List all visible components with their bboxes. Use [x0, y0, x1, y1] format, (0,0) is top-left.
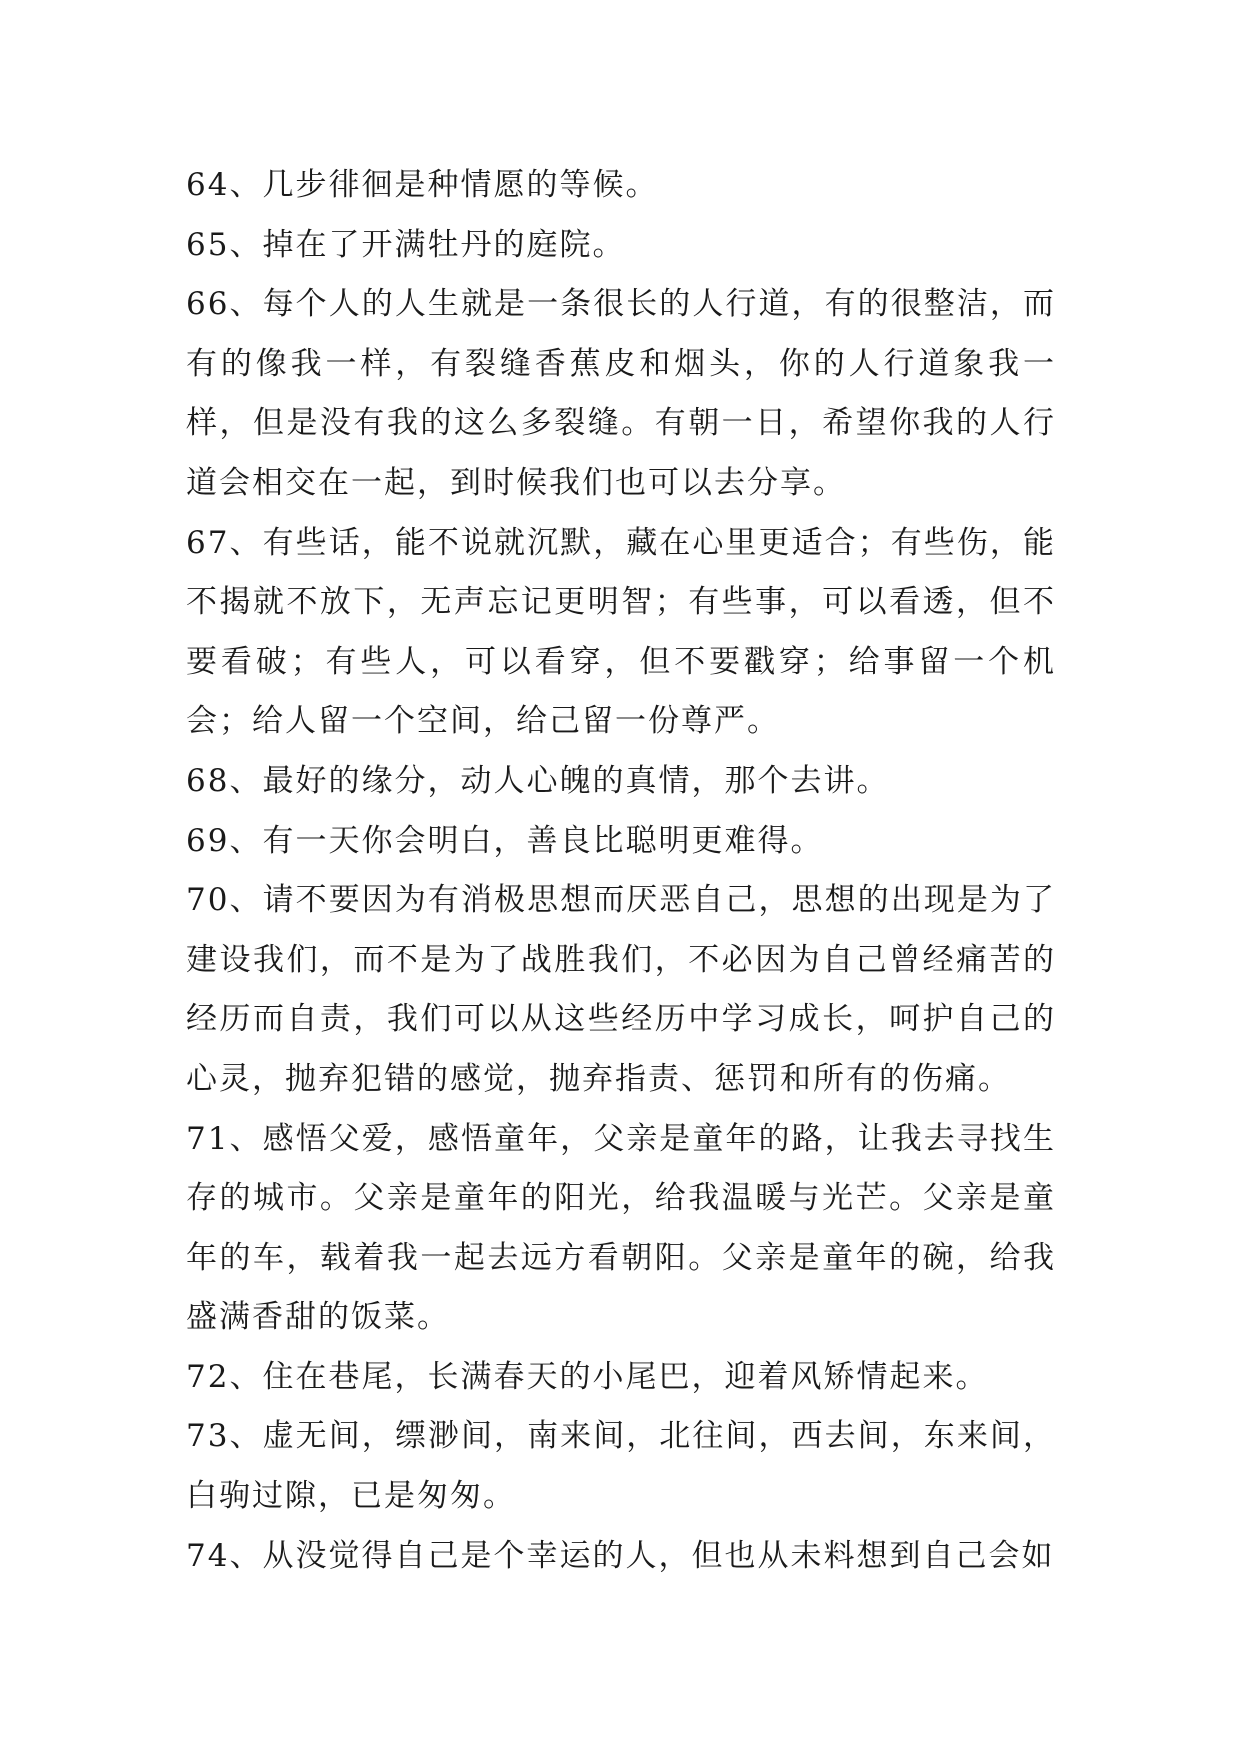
paragraph-64: 64、几步徘徊是种情愿的等候。 — [186, 167, 659, 203]
paragraph-65: 65、掉在了开满牡丹的庭院。 — [186, 226, 626, 263]
paragraph-71: 71、感悟父爱，感悟童年，父亲是童年的路，让我去寻找生存的城市。父亲是童年的阳光，给我温暖与光芒。父亲是童年的车，载着我一起去远方看朝阳。父亲是童年的碗，给我盛满香甜的饭菜。 — [186, 1120, 1056, 1336]
paragraph-73: 73、虚无间，缥渺间，南来间，北往间，西去间，东来间，白驹过隙，已是匆匆。 — [186, 1418, 1056, 1515]
paragraph-69: 69、有一天你会明白，善良比聪明更难得。 — [186, 822, 824, 859]
paragraph-68: 68、最好的缘分，动人心魄的真情，那个去讲。 — [186, 762, 890, 799]
paragraph-70: 70、请不要因为有消极思想而厌恶自己，思想的出现是为了建设我们，而不是为了战胜我们，不必因为自己曾经痛苦的经历而自责，我们可以从这些经历中学习成长，呵护自己的心灵，抛弃犯错的感觉，抛弃指责、惩罚和所有的伤痛。 — [186, 882, 1056, 1097]
document-body — [186, 156, 1056, 1586]
paragraph-66: 66、每个人的人生就是一条很长的人行道，有的很整洁，而有的像我一样，有裂缝香蕉皮和烟头，你的人行道象我一样，但是没有我的这么多裂缝。有朝一日，希望你我的人行道会相交在一起，到时候我们也可以去分享。 — [186, 286, 1056, 501]
paragraph-67: 67、有些话，能不说就沉默，藏在心里更适合；有些伤，能不揭就不放下，无声忘记更明智；有些事，可以看透，但不要看破；有些人，可以看穿，但不要戳穿；给事留一个机会；给人留一个空间，给己留一份尊严。 — [186, 524, 1056, 740]
paragraph-72: 72、住在巷尾，长满春天的小尾巴，迎着风矫情起来。 — [186, 1358, 989, 1395]
paragraph-74: 74、从没觉得自己是个幸运的人，但也从未料想到自己会如 — [186, 1537, 1055, 1574]
